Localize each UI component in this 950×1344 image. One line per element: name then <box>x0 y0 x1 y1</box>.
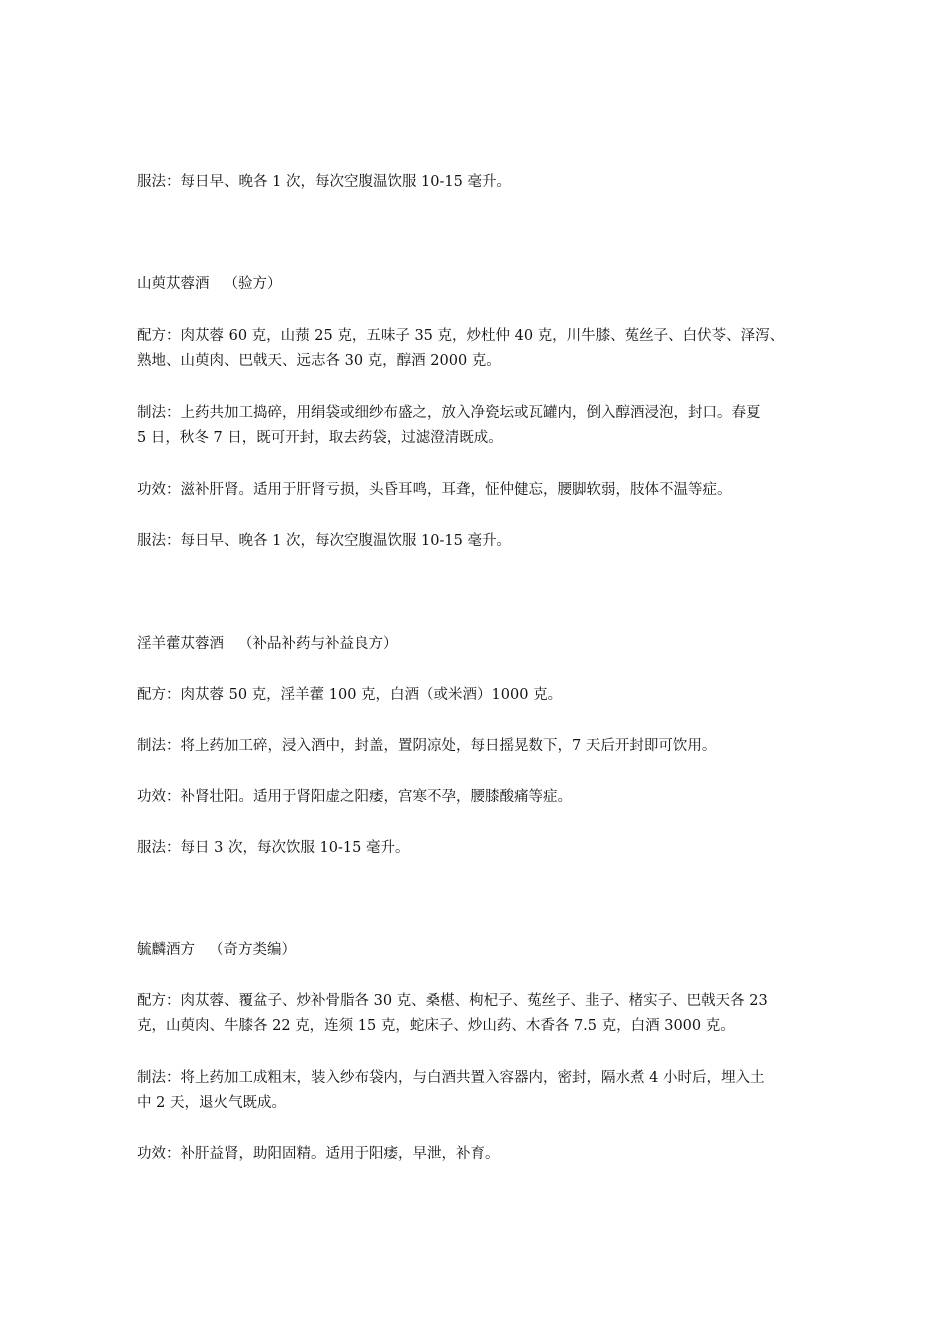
recipe-peifang-line2: 克，山萸肉、牛膝各 22 克，连须 15 克，蛇床子、炒山药、木香各 7.5 克，白酒 3000 克。 <box>137 1018 735 1034</box>
recipe-peifang-line2: 熟地、山萸肉、巴戟天、远志各 30 克，醇酒 2000 克。 <box>137 353 501 369</box>
carryover-fufa: 服法：每日早、晚各 1 次，每次空腹温饮服 10-15 毫升。 <box>137 174 511 190</box>
recipe-zhifa-line2: 中 2 天，退火气既成。 <box>137 1095 286 1111</box>
recipe-gongxiao: 功效：滋补肝肾。适用于肝肾亏损，头昏耳鸣，耳聋，怔仲健忘，腰脚软弱，肢体不温等症。 <box>137 482 732 498</box>
recipe-name: 山萸苁蓉酒 <box>137 276 210 292</box>
recipe-zhifa-line1: 制法：上药共加工捣碎，用绢袋或细纱布盛之，放入净瓷坛或瓦罐内，倒入醇酒浸泡，封口。春夏 <box>137 405 761 421</box>
recipe-title <box>137 938 837 963</box>
recipe-peifang-line1: 配方：肉苁蓉、覆盆子、炒补骨脂各 30 克、桑椹、枸杞子、菟丝子、韭子、楮实子、巴戟天各 23 <box>137 993 768 1009</box>
recipe-gongxiao: 功效：补肝益肾，助阳固精。适用于阳痿，早泄，补育。 <box>137 1146 500 1162</box>
recipe-name: 毓麟酒方 <box>137 942 195 958</box>
recipe-title <box>137 272 837 297</box>
recipe-gongxiao: 功效：补肾壮阳。适用于肾阳虚之阳痿，宫寒不孕，腰膝酸痛等症。 <box>137 789 572 805</box>
recipe-zhifa: 制法：将上药加工碎，浸入酒中，封盖，置阴凉处，每日摇晃数下，7 天后开封即可饮用。 <box>137 738 717 754</box>
recipe-peifang-line1: 配方：肉苁蓉 60 克，山蓣 25 克，五味子 35 克，炒杜仲 40 克，川牛膝、菟丝子、白伏苓、泽泻、 <box>137 328 785 344</box>
recipe-zhifa-line1: 制法：将上药加工成粗末，装入纱布袋内，与白酒共置入容器内，密封，隔水煮 4 小时后，埋入土 <box>137 1070 765 1086</box>
recipe-fufa: 服法：每日早、晚各 1 次，每次空腹温饮服 10-15 毫升。 <box>137 533 511 549</box>
recipe-fufa: 服法：每日 3 次，每次饮服 10-15 毫升。 <box>137 840 410 856</box>
recipe-peifang: 配方：肉苁蓉 50 克，淫羊藿 100 克，白酒（或米酒）1000 克。 <box>137 687 563 703</box>
recipe-title <box>137 632 837 657</box>
recipe-source: （验方） <box>223 276 282 292</box>
recipe-source: （奇方类编） <box>209 942 296 958</box>
recipe-zhifa-line2: 5 日，秋冬 7 日，既可开封，取去药袋，过滤澄清既成。 <box>137 430 503 446</box>
recipe-name: 淫羊藿苁蓉酒 <box>137 636 224 652</box>
recipe-source: （补品补药与补益良方） <box>238 636 398 652</box>
